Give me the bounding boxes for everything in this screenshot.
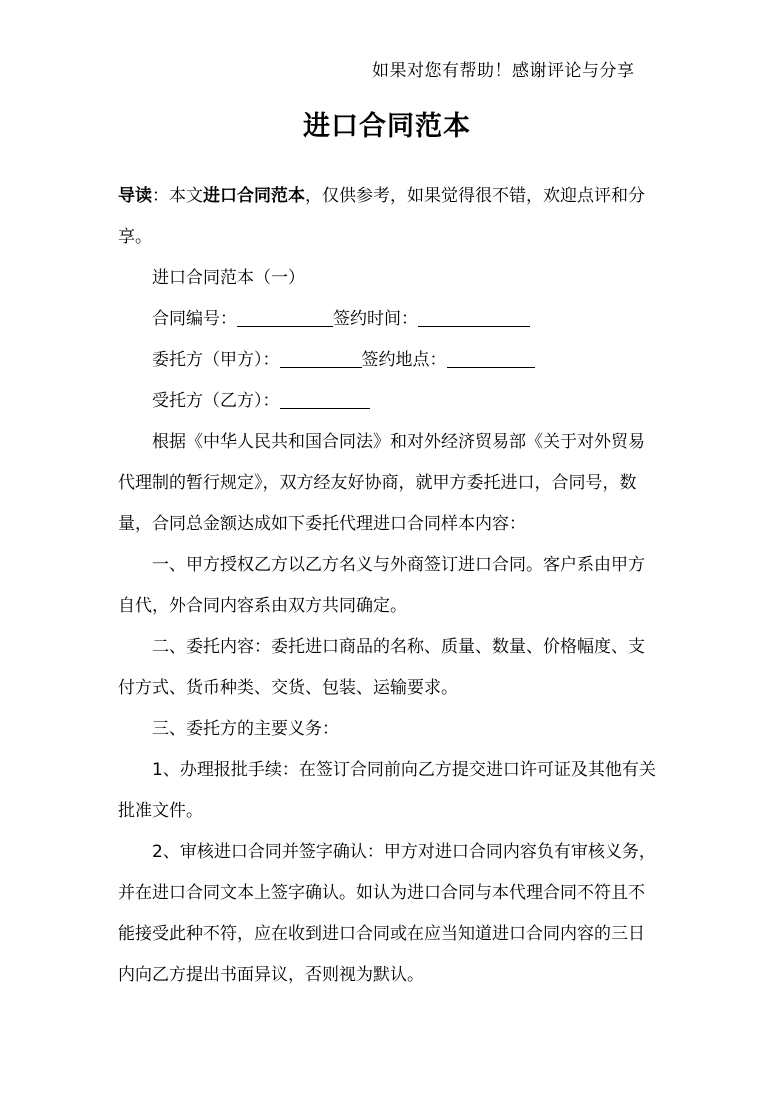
party-a-label: 委托方（甲方）： (152, 350, 280, 370)
paragraph-clause-1: 一、甲方授权乙方以乙方名义与外商签订进口合同。客户系由甲方自代，外合同内容系由双方共同确定。 (118, 555, 645, 616)
section-heading: 进口合同范本（一） (152, 268, 305, 288)
sign-time-blank (418, 306, 530, 327)
contract-no-blank (237, 306, 333, 327)
field-row-party-a (118, 340, 658, 381)
paragraph-item-1: 1、办理报批手续：在签订合同前向乙方提交进口许可证及其他有关批准文件。 (118, 760, 656, 821)
field-row-contract (118, 299, 658, 340)
party-b-blank (280, 388, 370, 409)
document-body (118, 176, 658, 996)
intro-label: 导读 (118, 186, 152, 206)
paragraph-clause-3: 三、委托方的主要义务： (152, 719, 339, 739)
intro-paragraph (118, 176, 658, 258)
sign-time-label: 签约时间： (333, 309, 418, 329)
sign-place-label: 签约地点： (361, 350, 447, 370)
party-a-blank (280, 347, 362, 368)
header-note: 如果对您有帮助！感谢评论与分享 (372, 61, 635, 81)
intro-suffix: ，仅供参考，如果觉得很不错，欢迎点评和分享。 (118, 186, 645, 247)
document-title: 进口合同范本 (303, 111, 471, 142)
paragraph-clause-2: 二、委托内容：委托进口商品的名称、质量、数量、价格幅度、支付方式、货币种类、交货、包装、运输要求。 (118, 637, 645, 698)
contract-no-label: 合同编号： (152, 309, 237, 329)
paragraph-item-2: 2、审核进口合同并签字确认：甲方对进口合同内容负有审核义务，并在进口合同文本上签字确认。如认为进口合同与本代理合同不符且不能接受此种不符，应在收到进口合同或在应当知道进口合同内容的三日内向乙方提出书面异议，否则视为默认。 (118, 842, 656, 985)
field-row-party-b (118, 381, 658, 422)
intro-prefix: 本文 (169, 186, 203, 206)
intro-bold-term: 进口合同范本 (203, 186, 305, 206)
paragraph-preamble: 根据《中华人民共和国合同法》和对外经济贸易部《关于对外贸易代理制的暂行规定》，双方经友好协商，就甲方委托进口，合同号，数量，合同总金额达成如下委托代理进口合同样本内容： (118, 432, 645, 534)
intro-colon: ： (152, 186, 169, 206)
party-b-label: 受托方（乙方）： (152, 391, 280, 411)
sign-place-blank (447, 347, 535, 368)
